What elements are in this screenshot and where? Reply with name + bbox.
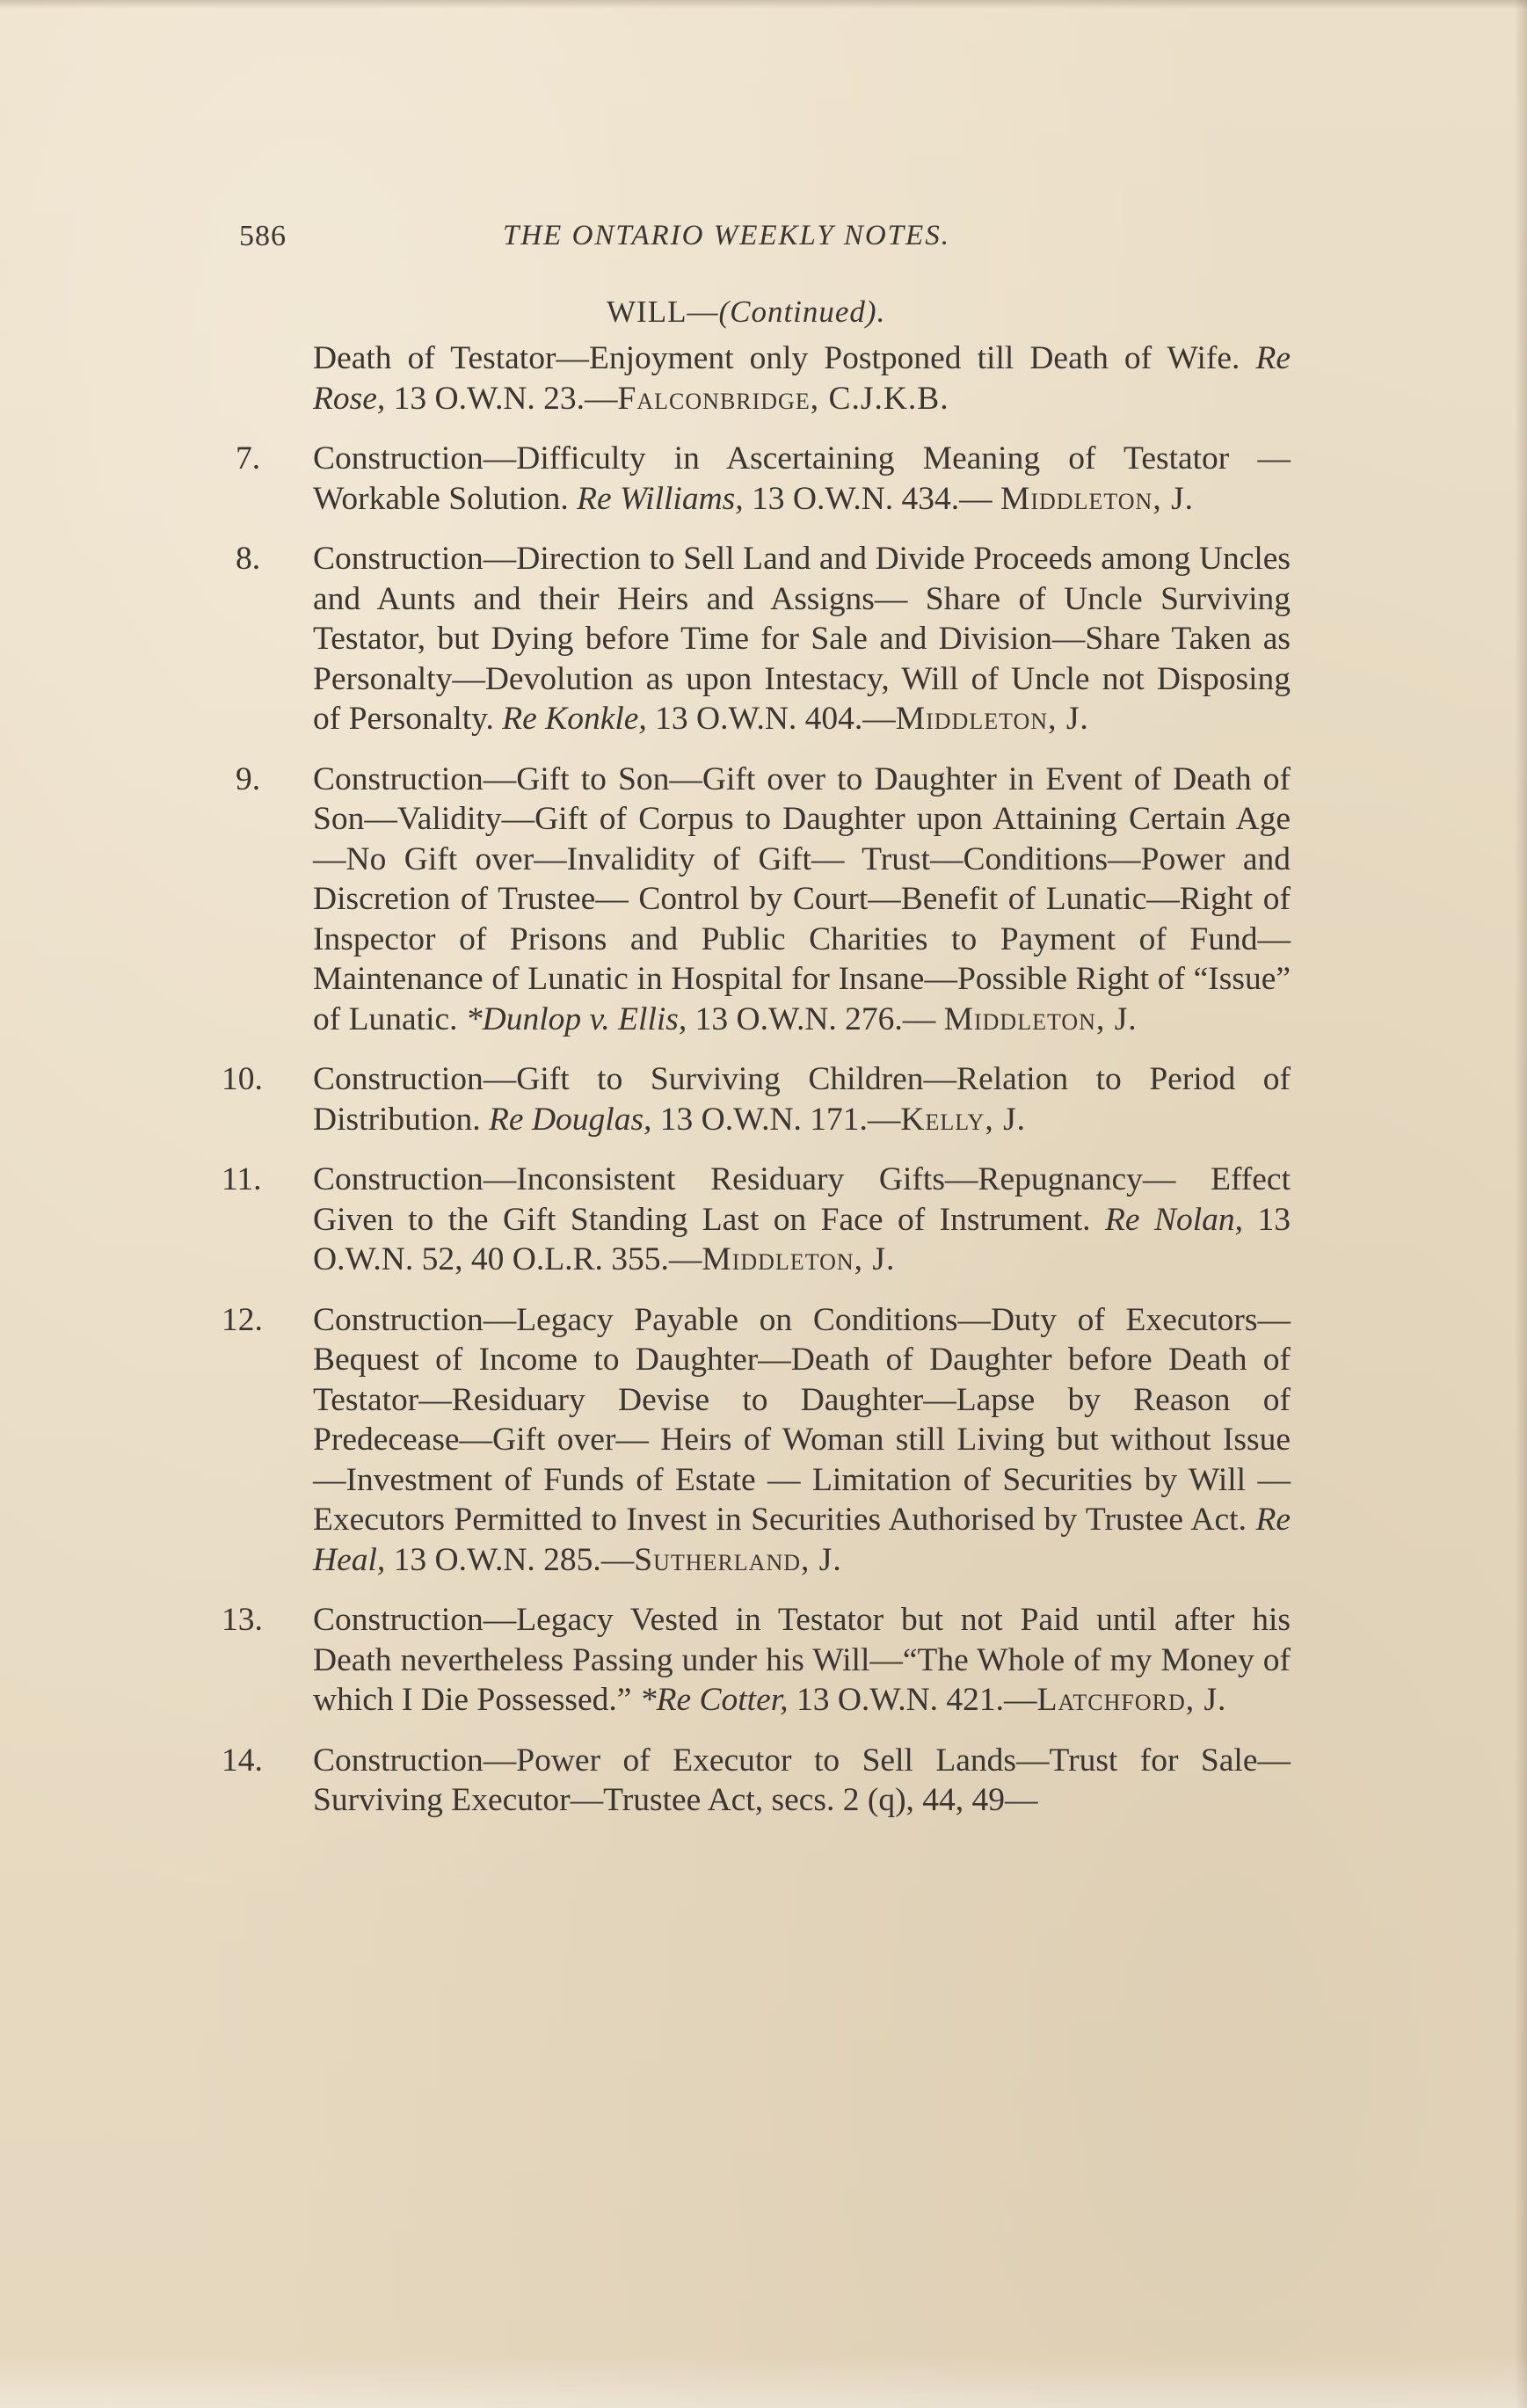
case-name: Re Heal, (313, 1502, 1291, 1578)
case-name: Re Nolan, (1104, 1201, 1244, 1238)
judge-name: Kelly, J. (900, 1101, 1027, 1138)
case-citation: 13 O.W.N. 52, 40 O.L.R. 355.— (313, 1201, 1291, 1277)
entry-number: 13. (222, 1602, 263, 1638)
entry-headnote: Construction—Direction to Sell Land and Divide Proceeds among Uncles and Aunts and their Heirs and Assigns— Share of Uncle Surviving Testator, but Dying before Time for Sale and Division—Share Taken as Personalty—Devolution as upon Intestacy, Will of Uncle not Disposing of Personalty. (313, 541, 1291, 737)
entry-text (313, 1059, 1291, 1139)
judge-name: Latchford, J. (1036, 1682, 1227, 1718)
case-citation: 13 O.W.N. 404.— (646, 701, 896, 737)
digest-entry (222, 1741, 1291, 1821)
entry-text (313, 1300, 1291, 1581)
entry-headnote: Construction—Gift to Son—Gift over to Daughter in Event of Death of Son—Validity—Gift of Corpus to Daughter upon Attaining Certain Age—No Gift over—Invalidity of Gift— Trust—Conditions—Power and Discretion of Trustee— Control by Court—Benefit of Lunatic—Right of Inspector of Prisons and Public Charities to Payment of Fund—Maintenance of Lunatic in Hospital for Insane—Possible Right of “Issue” of Lunatic. (313, 760, 1291, 1037)
judge-name: Middleton, J. (895, 701, 1089, 737)
entry-headnote: Construction—Legacy Vested in Testator but not Paid until after his Death nevertheless Passing under his Will—“The Whole of my Money of which I Die Possessed.” (313, 1602, 1291, 1718)
entry-text (313, 1160, 1291, 1280)
case-citation: 13 O.W.N. 421.— (788, 1682, 1037, 1718)
digest-entry (222, 1160, 1291, 1280)
case-name: *Re Cotter, (639, 1682, 789, 1718)
judge-name: Sutherland, J. (634, 1541, 842, 1578)
section-heading (607, 295, 885, 330)
entry-number: 14. (222, 1742, 263, 1779)
judge-name: Middleton, J. (702, 1241, 896, 1277)
page-number: 586 (239, 220, 287, 252)
case-citation: 13 O.W.N. 171.— (651, 1101, 901, 1138)
case-name: Re Konkle, (502, 701, 647, 737)
running-header (239, 220, 1294, 255)
digest-entry (236, 338, 1291, 418)
case-name: Re Douglas, (489, 1101, 652, 1138)
digest-entry (222, 1600, 1291, 1721)
entry-text (313, 439, 1291, 519)
entry-text (313, 1600, 1291, 1721)
entry-text (313, 338, 1291, 418)
entry-number: 7. (236, 440, 261, 477)
entry-text (313, 539, 1291, 739)
digest-entry (222, 1059, 1291, 1139)
running-title: THE ONTARIO WEEKLY NOTES. (503, 220, 950, 251)
case-citation: 13 O.W.N. 23.— (385, 380, 618, 417)
digest-entry (236, 760, 1291, 1040)
entry-headnote: Construction—Inconsistent Residuary Gifts—Repugnancy— Effect Given to the Gift Standing Last on Face of Instrument. (313, 1161, 1291, 1238)
page-shadow-top (0, 0, 1527, 9)
judge-name: Middleton, J. (943, 1000, 1138, 1037)
digest-entry (236, 439, 1291, 519)
judge-name: Falconbridge, C.J.K.B. (617, 380, 949, 417)
entry-headnote: Construction—Power of Executor to Sell Lands—Trust for Sale—Surviving Executor—Trustee Act, secs. 2 (q), 44, 49— (313, 1742, 1291, 1818)
judge-name: Middleton, J. (1000, 480, 1195, 517)
page-highlight-bottom (0, 2355, 1527, 2408)
page-shadow-right (1515, 0, 1527, 2408)
entry-number: 10. (222, 1061, 263, 1097)
section-heading-continued: (Continued). (718, 295, 886, 329)
entry-headnote: Construction—Difficulty in Ascertaining Meaning of Testator —Workable Solution. (313, 440, 1291, 517)
case-citation: 13 O.W.N. 285.— (385, 1541, 635, 1578)
case-name: Re Rose, (313, 340, 1291, 417)
case-name: Re Williams, (577, 480, 744, 517)
entry-text (313, 760, 1291, 1040)
entry-number: 9. (236, 760, 261, 797)
entry-text (313, 1741, 1291, 1821)
entry-number: 8. (236, 541, 261, 577)
section-heading-title: WILL— (607, 295, 719, 329)
entry-headnote: Construction—Legacy Payable on Conditions—Duty of Executors—Bequest of Income to Daughter—Death of Daughter before Death of Testator—Residuary Devise to Daughter—Lapse by Reason of Predecease—Gift over— Heirs of Woman still Living but without Issue—Investment of Funds of Estate — Limitation of Securities by Will — Executors Permitted to Invest in Securities Authorised by Trustee Act. (313, 1301, 1291, 1538)
entry-headnote: Death of Testator—Enjoyment only Postponed till Death of Wife. (313, 340, 1256, 376)
entry-number: 12. (222, 1301, 263, 1338)
case-citation: 13 O.W.N. 276.— (687, 1000, 944, 1037)
digest-entry (236, 539, 1291, 739)
entry-number: 11. (222, 1161, 262, 1197)
entry-headnote: Construction—Gift to Surviving Children—Relation to Period of Distribution. (313, 1061, 1291, 1138)
case-citation: 13 O.W.N. 434.— (743, 480, 1001, 517)
case-name: *Dunlop v. Ellis, (465, 1000, 687, 1037)
digest-entries (222, 338, 1291, 1841)
digest-entry (222, 1300, 1291, 1581)
